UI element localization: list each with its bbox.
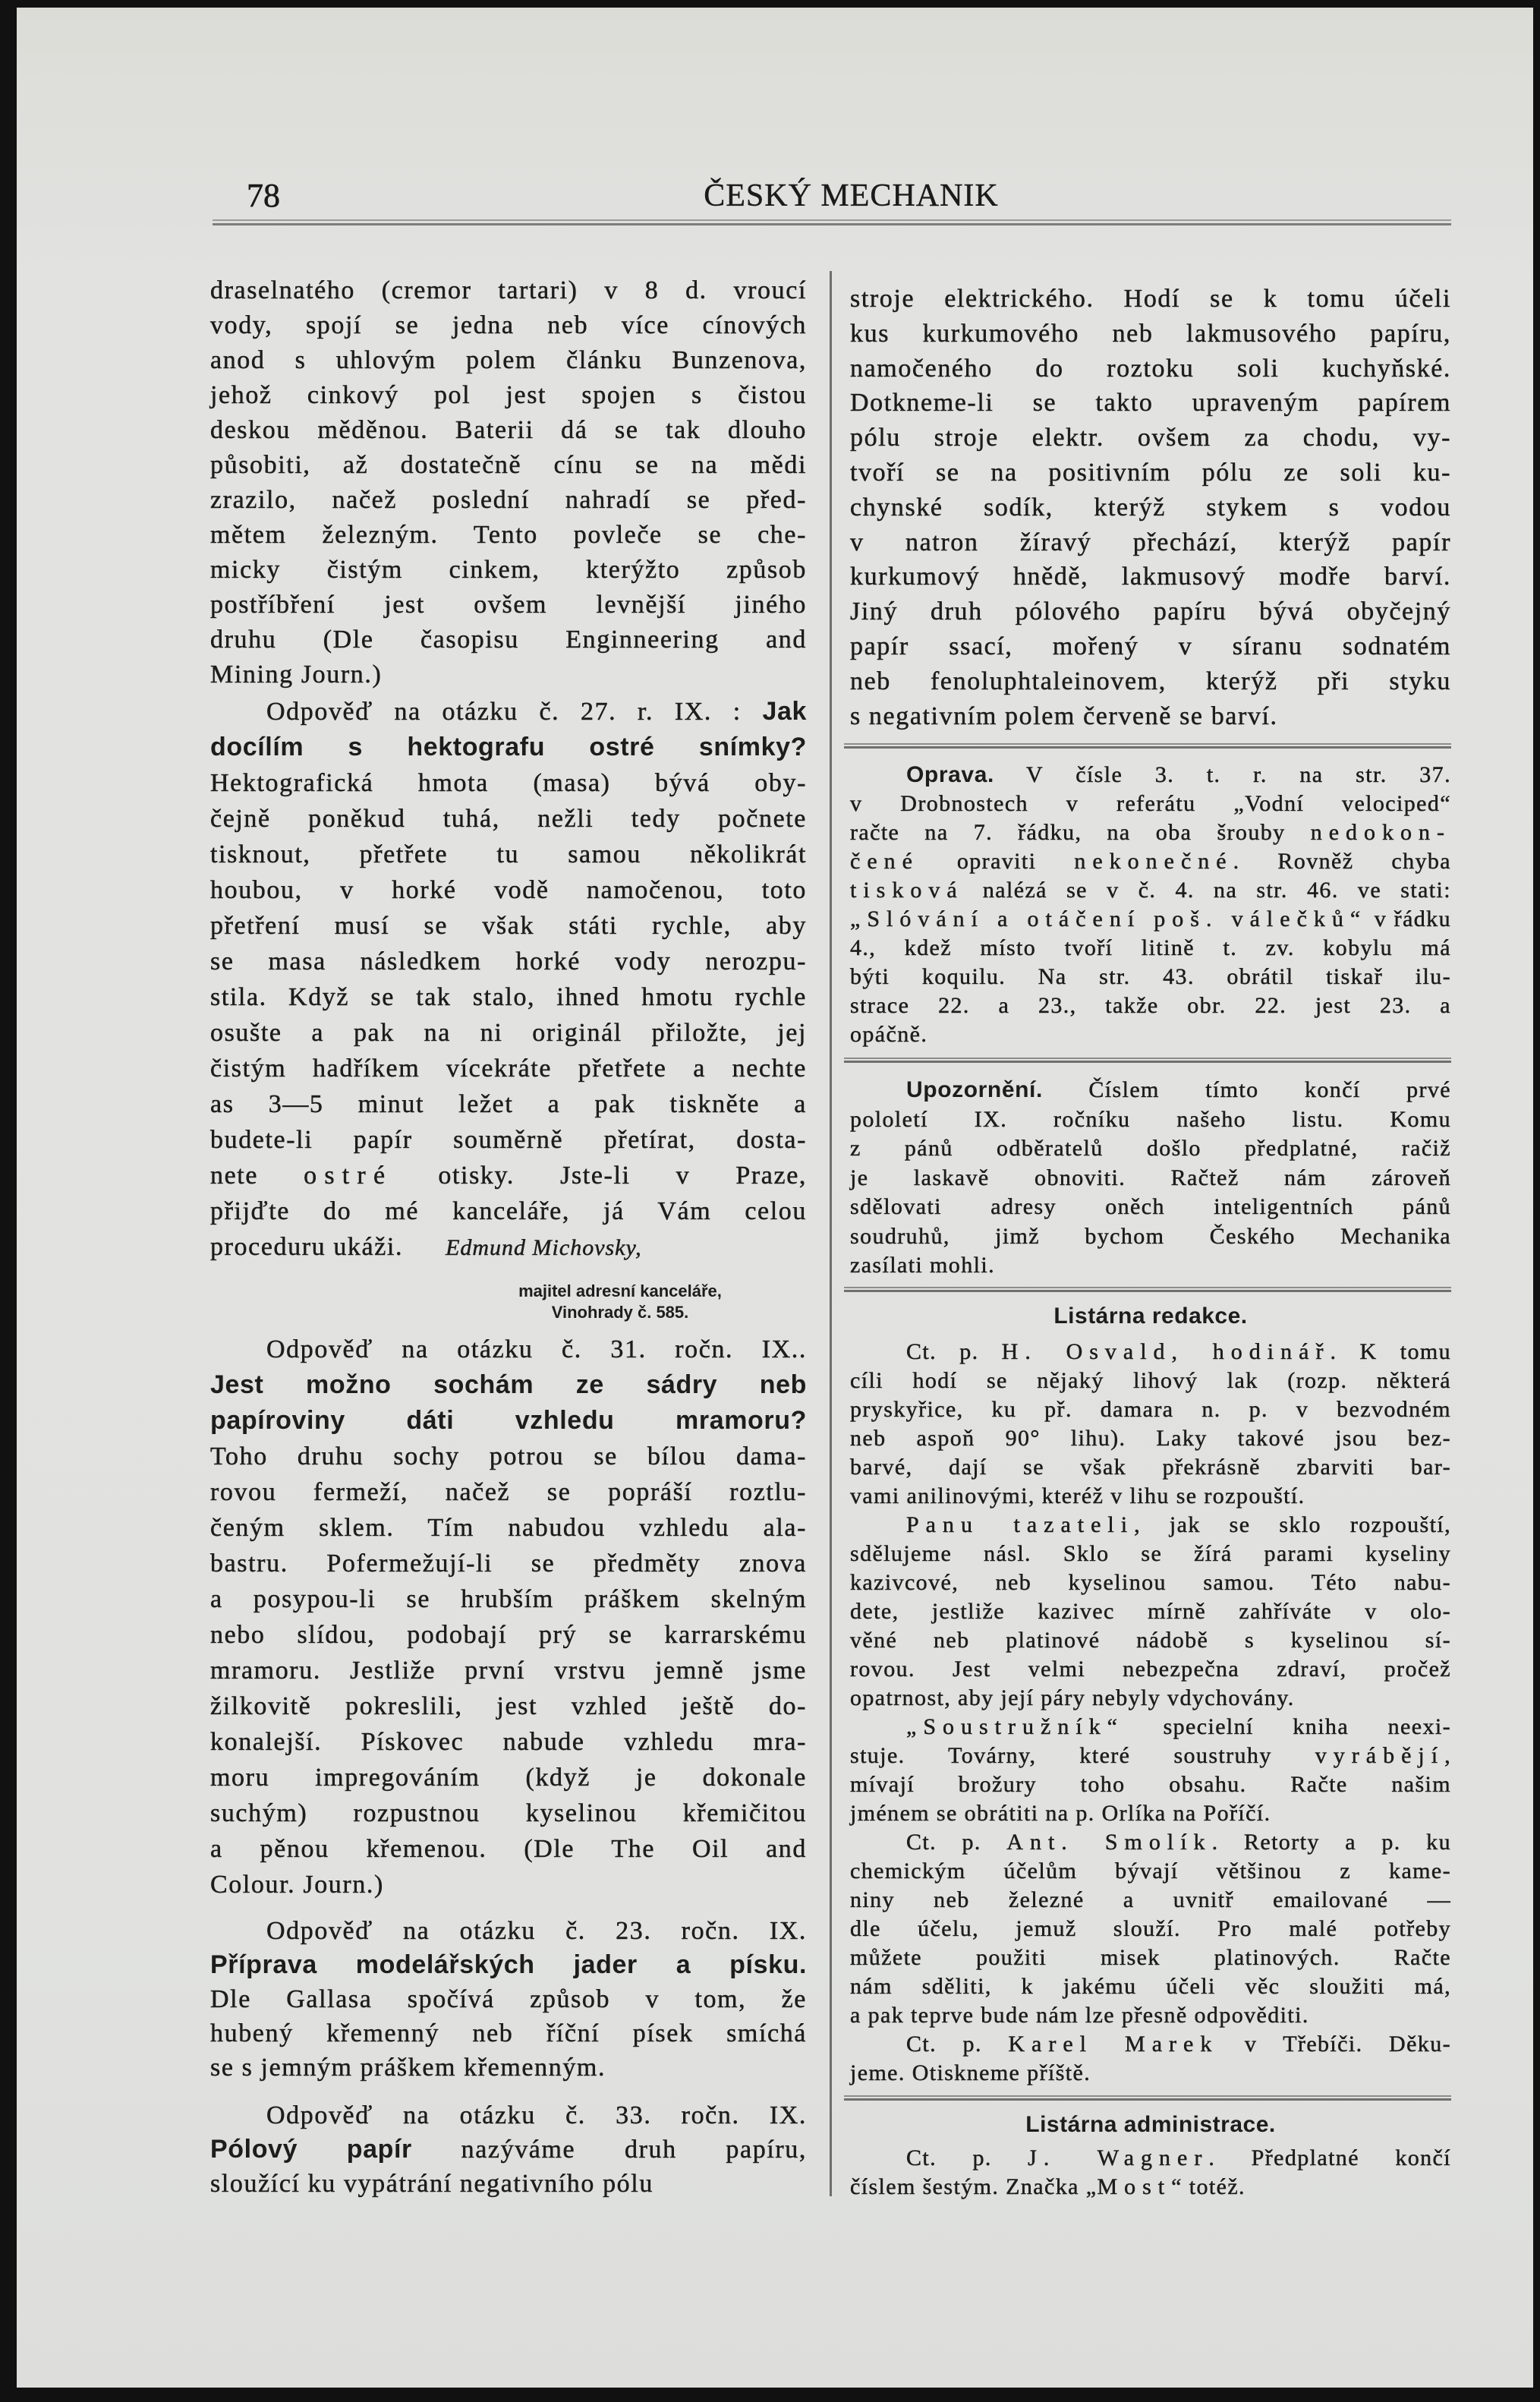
text-span: , (1444, 1742, 1451, 1768)
text-span: specielní kniha neexi- (1123, 1713, 1451, 1739)
spaced-emphasis: nedokon- (1310, 820, 1451, 846)
text-span: býti koquilu. Na str. 43. obrátil tiskař ilu- (850, 964, 1451, 990)
text-line (210, 1229, 807, 1266)
text-line (850, 1828, 1451, 1857)
text-span: Odpověď na otázku č. 31. ročn. IX.. (266, 1335, 807, 1363)
text-span: Číslem tímto končí prvé (1042, 1077, 1451, 1103)
text-line (850, 991, 1451, 1020)
text-line (850, 905, 1451, 934)
text-span: Ct. p. (906, 1338, 1002, 1364)
text-span: Dle Gallasa spočívá způsob v tom, že (210, 1985, 807, 2013)
text-span: Jiný druh pólového papíru bývá obyčejný (850, 597, 1451, 626)
text-span: Mining Journ.) (210, 660, 383, 689)
text-span: mívají brožury toho obsahu. Račte našim (850, 1771, 1451, 1797)
text-span: opáčně. (850, 1022, 928, 1048)
spaced-emphasis: H. Osvald, hodinář (1001, 1338, 1331, 1364)
text-span: v natron žíravý přechází, kterýž papír (850, 528, 1451, 556)
text-line (850, 818, 1451, 847)
text-line (850, 847, 1451, 876)
text-span: micky čistým cinkem, kterýžto způsob (210, 556, 807, 584)
spaced-emphasis: vyrábějí (1315, 1742, 1445, 1768)
text-line (850, 525, 1451, 560)
text-span: otisky. Jste-li v Praze, (392, 1162, 807, 1190)
text-span: stila. Když se tak stalo, ihned hmotu rychle (210, 983, 807, 1011)
text-line (210, 1795, 807, 1831)
text-span: niny neb železné a uvnitř emailované — (850, 1887, 1451, 1912)
text-span: Ct. p. (906, 2145, 1028, 2170)
text-span: se s jemným práškem křemenným. (210, 2054, 606, 2082)
spaced-emphasis: „Slóvání a otáčení poš. válečků“ (850, 906, 1368, 932)
text-line (210, 908, 807, 944)
text-line (850, 1915, 1451, 1943)
text-line (850, 1886, 1451, 1915)
text-line (850, 317, 1451, 351)
text-span: bastru. Pofermežují-li se předměty znova (210, 1549, 807, 1578)
text-span: přetření musí se však státi rychle, aby (210, 912, 807, 940)
text-span: číslem šestým. Značka „ (850, 2173, 1098, 2199)
paragraph (210, 2098, 807, 2201)
text-span: v Třebíči. Děku- (1218, 2031, 1451, 2057)
spaced-emphasis: čené (850, 849, 919, 875)
text-span: račte na 7. řádku, na oba šrouby (850, 820, 1311, 846)
text-span: a posypou-li se hrubším práškem skelným (210, 1585, 807, 1613)
text-line (210, 765, 807, 801)
text-span: jehož cinkový pol jest spojen s čistou (210, 381, 807, 409)
text-line (210, 1122, 807, 1158)
bold-heading-text: Pólový papír (210, 2135, 412, 2164)
text-line (850, 1424, 1451, 1453)
text-span: namočeného do roztoku soli kuchyňské. (850, 354, 1451, 383)
text-line (210, 2132, 807, 2167)
text-line (210, 448, 807, 483)
text-span: hubený křemenný neb říční písek smíchá (210, 2019, 807, 2047)
text-span: Vinohrady č. 585. (551, 1303, 689, 1322)
text-line (850, 664, 1451, 699)
text-span: mětem železným. Tento povleče se che- (210, 521, 807, 549)
text-line (210, 2167, 807, 2201)
text-line (210, 518, 807, 553)
text-span: budete-li papír souměrně přetírat, dosta- (210, 1126, 807, 1154)
text-line (210, 1653, 807, 1688)
text-line (850, 1540, 1451, 1568)
text-line (850, 790, 1451, 818)
text-line (850, 1972, 1451, 2001)
spaced-emphasis: „Soustružník“ (906, 1713, 1124, 1739)
text-line (850, 1020, 1451, 1049)
text-line (850, 1857, 1451, 1886)
text-span: pólu stroje elektr. ovšem za chodu, vy- (850, 424, 1451, 452)
text-span: věné neb platinové nádobě s kyselinou sí- (850, 1627, 1451, 1653)
text-span: rovou. Jest velmi nebezpečna zdraví, pročež (850, 1656, 1451, 1682)
text-line (850, 761, 1451, 790)
text-span: s negativním polem červeně se barví. (850, 701, 1278, 730)
text-span: sdělujeme násl. Sklo se žírá parami kyseliny (850, 1540, 1451, 1566)
text-span: anod s uhlovým polem článku Bunzenova, (210, 346, 807, 374)
text-line (850, 421, 1451, 455)
text-span: Colour. Journ.) (210, 1871, 384, 1899)
text-line (850, 1655, 1451, 1684)
text-line (210, 657, 807, 692)
text-span: cíli hodí se nějaký lihový lak (rozp. některá (850, 1367, 1451, 1393)
text-line (850, 2030, 1451, 2059)
text-span: nebo slídou, podobají prý se karrarskému (210, 1621, 807, 1649)
text-span: v Drobnostech v referátu „Vodní velociped“ (850, 791, 1451, 817)
text-line (210, 730, 807, 765)
text-line (850, 594, 1451, 629)
text-line (850, 2144, 1451, 2173)
paragraph (850, 1713, 1451, 1828)
paragraph (210, 1332, 807, 1902)
page-number: 78 (247, 177, 280, 214)
text-line (850, 1742, 1451, 1770)
bold-heading-text: Příprava modelářských jader a písku. (210, 1950, 807, 1979)
section-rule (844, 743, 1451, 749)
text-line (210, 1439, 807, 1474)
text-line (210, 1581, 807, 1617)
text-span: Odpověď na otázku č. 33. ročn. IX. (266, 2101, 807, 2129)
paragraph (210, 273, 807, 692)
text-line (210, 588, 807, 623)
text-span: draselnatého (cremor tartari) v 8 d. vroucí (210, 276, 807, 304)
text-line (850, 1511, 1451, 1540)
text-line (210, 1867, 807, 1902)
text-line (210, 413, 807, 448)
spaced-emphasis: nekonečné (1074, 849, 1233, 875)
text-line (210, 979, 807, 1015)
paragraph (850, 1828, 1451, 2030)
text-span: zrazilo, načež poslední nahradí se před- (210, 486, 807, 514)
text-line (850, 1193, 1451, 1222)
text-line (850, 1568, 1451, 1597)
text-line (210, 1051, 807, 1086)
text-line (850, 1626, 1451, 1655)
text-line (850, 963, 1451, 991)
text-span: z pánů odběratelů došlo předplatné, račiž (850, 1136, 1451, 1162)
paragraph (850, 2144, 1451, 2202)
text-line (210, 1015, 807, 1051)
text-line (850, 699, 1451, 734)
text-span: tisknout, přetřete tu samou několikrát (210, 840, 807, 868)
spaced-emphasis: Panu tazateli (906, 1511, 1135, 1537)
text-line (210, 801, 807, 837)
paragraph (210, 1914, 807, 2085)
text-line (210, 1982, 807, 2016)
text-span: as 3—5 minut ležet a pak tiskněte a (210, 1090, 807, 1118)
text-span: přijďte do mé kanceláře, já Vám celou (210, 1197, 807, 1225)
text-span: žilkovitě pokreslili, jest vzhled ještě do- (210, 1692, 807, 1720)
text-span: dete, jestliže kazivec mírně zahříváte v olo- (850, 1598, 1451, 1624)
text-line (210, 1688, 807, 1724)
text-line (210, 2051, 807, 2085)
text-span: konalejší. Pískovec nabude vzhledu mra- (210, 1728, 807, 1756)
text-line (210, 1086, 807, 1122)
text-span: v řádku (1367, 906, 1451, 932)
spaced-emphasis: Ant. Smolík (1006, 1829, 1212, 1855)
text-span: pololetí IX. ročníku našeho listu. Komu (850, 1106, 1451, 1132)
text-span: opraviti (918, 849, 1075, 875)
text-line (210, 343, 807, 378)
section-rule (844, 1058, 1451, 1063)
text-line (850, 1799, 1451, 1828)
text-line (850, 1076, 1451, 1105)
text-span: osušte a pak na ni originál přiložte, jej (210, 1019, 807, 1047)
text-line (210, 308, 807, 343)
text-span: čejně poněkud tuhá, nežli tedy počnete (210, 805, 807, 833)
text-line (850, 1222, 1451, 1252)
text-line (210, 553, 807, 588)
text-span: Toho druhu sochy potrou se bílou dama- (210, 1442, 807, 1471)
bold-heading-text: Oprava. (906, 762, 994, 788)
text-line (850, 1105, 1451, 1135)
spaced-emphasis: Karel Marek (1008, 2031, 1219, 2057)
text-span: kurkumový hnědě, lakmusový modře barví. (850, 563, 1451, 591)
text-span: neb fenoluphtaleinovem, kterýž při styku (850, 667, 1451, 695)
text-span: rovou fermeží, načež se popráší roztlu- (210, 1478, 807, 1506)
spaced-emphasis: ostré (304, 1162, 393, 1190)
text-span: jménem se obrátiti na p. Orlíka na Poříčí. (850, 1800, 1271, 1826)
text-line (210, 1510, 807, 1546)
text-span: postříbření jest ovšem levnější jiného (210, 591, 807, 619)
text-line (210, 378, 807, 413)
text-span: . Předplatné končí (1208, 2145, 1451, 2170)
text-line (210, 1831, 807, 1867)
left-column (210, 273, 807, 2201)
paragraph (850, 1511, 1451, 1713)
text-line (850, 1770, 1451, 1799)
text-line (210, 1617, 807, 1653)
text-span: deskou měděnou. Baterii dá se tak dlouho (210, 416, 807, 444)
text-span: můžete použiti misek platinových. Račte (850, 1944, 1451, 1970)
text-span: stroje elektrického. Hodí se k tomu účeli (850, 285, 1451, 313)
bold-heading-text: Jest možno sochám ze sádry neb (210, 1370, 807, 1399)
text-span: kazivcové, neb kyselinou samou. Této nabu- (850, 1569, 1451, 1595)
text-line (210, 1948, 807, 1982)
text-span: , jak se sklo rozpouští, (1134, 1511, 1451, 1537)
paragraph (850, 1338, 1451, 1511)
author-signature: Edmund Michovsky, (446, 1235, 642, 1260)
paragraph (850, 761, 1451, 1049)
text-span: tvoří se na positivním pólu ze soli ku- (850, 458, 1451, 487)
spaced-emphasis: tisková (850, 878, 964, 903)
text-span: kus kurkumového neb lakmusového papíru, (850, 319, 1451, 348)
text-span: papír ssací, mořený v síranu sodnatém (850, 632, 1451, 660)
text-span: vody, spojí se jedna neb více cínových (210, 311, 807, 339)
text-span: a pěnou křemenou. (Dle The Oil and (210, 1835, 807, 1863)
text-line (210, 2098, 807, 2132)
text-span: suchým) rozpustnou kyselinou křemičitou (210, 1799, 807, 1827)
right-column (850, 282, 1451, 2202)
text-span: je laskavě obnoviti. Račtež nám zároveň (850, 1165, 1451, 1190)
text-span: 4., kdež místo tvoří litině t. zv. kobylu má (850, 935, 1451, 961)
text-line (850, 1366, 1451, 1395)
text-line (210, 1760, 807, 1795)
text-span: Dotkneme-li se takto upraveným papírem (850, 389, 1451, 418)
text-line (850, 351, 1451, 386)
text-line (483, 1302, 757, 1323)
text-line (210, 1546, 807, 1581)
text-line (850, 1597, 1451, 1626)
text-line (850, 490, 1451, 525)
text-span: a pak teprve bude nám lze přesně odpověditi. (850, 2002, 1309, 2028)
text-line (210, 1367, 807, 1403)
text-span: strace 22. a 23., takže obr. 22. jest 23. a (850, 993, 1451, 1019)
text-span: Odpověď na otázku č. 27. r. IX. : (266, 698, 763, 726)
bold-heading-text: Upozornění. (906, 1077, 1043, 1103)
text-span: proceduru ukáži. (210, 1233, 404, 1261)
section-rule (844, 1287, 1451, 1292)
signature-block (210, 1281, 757, 1323)
text-line (850, 1395, 1451, 1424)
text-span: . K tomu (1330, 1338, 1451, 1364)
text-span: chemickým účelům bývají většinou z kame- (850, 1858, 1451, 1883)
text-line (850, 1453, 1451, 1482)
paragraph (850, 2030, 1451, 2088)
section-heading: Listárna administrace. (1025, 2111, 1276, 2137)
text-line (850, 1713, 1451, 1742)
text-span: Ct. p. (906, 1829, 1007, 1855)
paragraph (210, 694, 807, 1266)
text-line (210, 1193, 807, 1229)
text-span: sloužící ku vypátrání negativního pólu (210, 2170, 653, 2198)
text-line (850, 1134, 1451, 1164)
text-span: vami anilinovými, kteréž v lihu se rozpouští. (850, 1483, 1305, 1508)
text-span: nete (210, 1162, 304, 1190)
text-span: Hektografická hmota (masa) bývá oby- (210, 769, 807, 797)
text-line (210, 273, 807, 308)
text-span: nalézá se v č. 4. na str. 46. ve stati: (963, 878, 1451, 903)
text-line (210, 1403, 807, 1439)
text-span: moru impregováním (když je dokonale (210, 1764, 807, 1792)
text-line (210, 1332, 807, 1367)
text-span: “ totéž. (1171, 2173, 1246, 2199)
text-line (850, 386, 1451, 421)
text-span: stuje. Továrny, které soustruhy (850, 1742, 1315, 1768)
text-span: Odpověď na otázku č. 23. ročn. IX. (266, 1917, 807, 1945)
bold-heading-text: Jak (762, 697, 807, 726)
text-line (210, 1474, 807, 1510)
text-line (850, 1943, 1451, 1972)
text-line (850, 282, 1451, 317)
text-line (850, 934, 1451, 963)
text-span: mramoru. Jestliže první vrstvu jemně jsme (210, 1656, 807, 1685)
text-span: dle účelu, jemuž slouží. Pro malé potřeby (850, 1915, 1451, 1941)
running-title: ČESKÝ MECHANIK (704, 178, 999, 213)
text-line (210, 623, 807, 657)
text-span: barvé, dají se však překrásně zbarviti bar- (850, 1454, 1451, 1480)
text-line (850, 1251, 1451, 1281)
text-span: čistým hadříkem vícekráte přetřete a nechte (210, 1054, 807, 1083)
text-line (210, 1724, 807, 1760)
header-double-rule (213, 219, 1451, 225)
text-line (850, 629, 1451, 664)
text-line (850, 455, 1451, 490)
text-span: Ct. p. (906, 2031, 1009, 2057)
text-span: houbou, v horké vodě namočenou, toto (210, 876, 807, 904)
text-span: chynské sodík, kterýž stykem s vodou (850, 493, 1451, 522)
paragraph (850, 1076, 1451, 1281)
text-span: . Retorty a p. ku (1211, 1829, 1451, 1855)
section-rule (844, 2095, 1451, 2101)
text-line (850, 876, 1451, 905)
text-line (210, 483, 807, 518)
text-line (210, 944, 807, 979)
text-line (850, 1164, 1451, 1193)
text-span: majitel adresní kanceláře, (518, 1281, 722, 1300)
text-span: nám sděliti, k jakému účeli věc sloužiti má, (850, 1973, 1451, 1999)
text-span: čeným sklem. Tím nabudou vzhledu ala- (210, 1514, 807, 1542)
section-heading: Listárna redakce. (1053, 1303, 1248, 1329)
text-span: neb aspoň 90° lihu). Laky takové jsou bez- (850, 1425, 1451, 1451)
spaced-emphasis: J. Wagner (1028, 2145, 1209, 2170)
text-line (210, 1914, 807, 1948)
text-line (850, 560, 1451, 594)
text-line (850, 2001, 1451, 2030)
text-line (850, 1338, 1451, 1366)
text-span: opatrnost, aby její páry nebyly vdychovány. (850, 1685, 1295, 1710)
text-line (210, 1158, 807, 1193)
text-line (210, 872, 807, 908)
text-line (210, 694, 807, 730)
text-line (850, 2173, 1451, 2202)
text-span: zasílati mohli. (850, 1253, 995, 1278)
text-line (483, 1281, 757, 1302)
text-span: . Rovněž chyba (1233, 849, 1451, 875)
text-span: soudruhů, jimž bychom Českého Mechanika (850, 1223, 1451, 1249)
text-span: nazýváme druh papíru, (411, 2136, 807, 2164)
text-line (210, 2016, 807, 2051)
text-line (210, 837, 807, 872)
text-line (850, 2059, 1451, 2088)
text-line (850, 1684, 1451, 1713)
bold-heading-text: docílím s hektografu ostré snímky? (210, 733, 807, 761)
text-span: V čísle 3. t. r. na str. 37. (994, 762, 1451, 788)
column-divider (830, 271, 832, 2196)
text-span: působiti, až dostatečně cínu se na mědi (210, 451, 807, 479)
text-span: druhu (Dle časopisu Enginneering and (210, 626, 807, 654)
spaced-emphasis: Most (1097, 2173, 1172, 2199)
bold-heading-text: papíroviny dáti vzhledu mramoru? (210, 1406, 807, 1435)
paragraph (850, 282, 1451, 733)
text-span: sdělovati adresy oněch inteligentních pánů (850, 1194, 1451, 1220)
text-line (850, 1482, 1451, 1511)
text-span: jeme. Otiskneme příště. (850, 2060, 1091, 2085)
text-span: se masa následkem horké vody nerozpu- (210, 947, 807, 976)
text-span: pryskyřice, ku př. damara n. p. v bezvodném (850, 1396, 1451, 1422)
